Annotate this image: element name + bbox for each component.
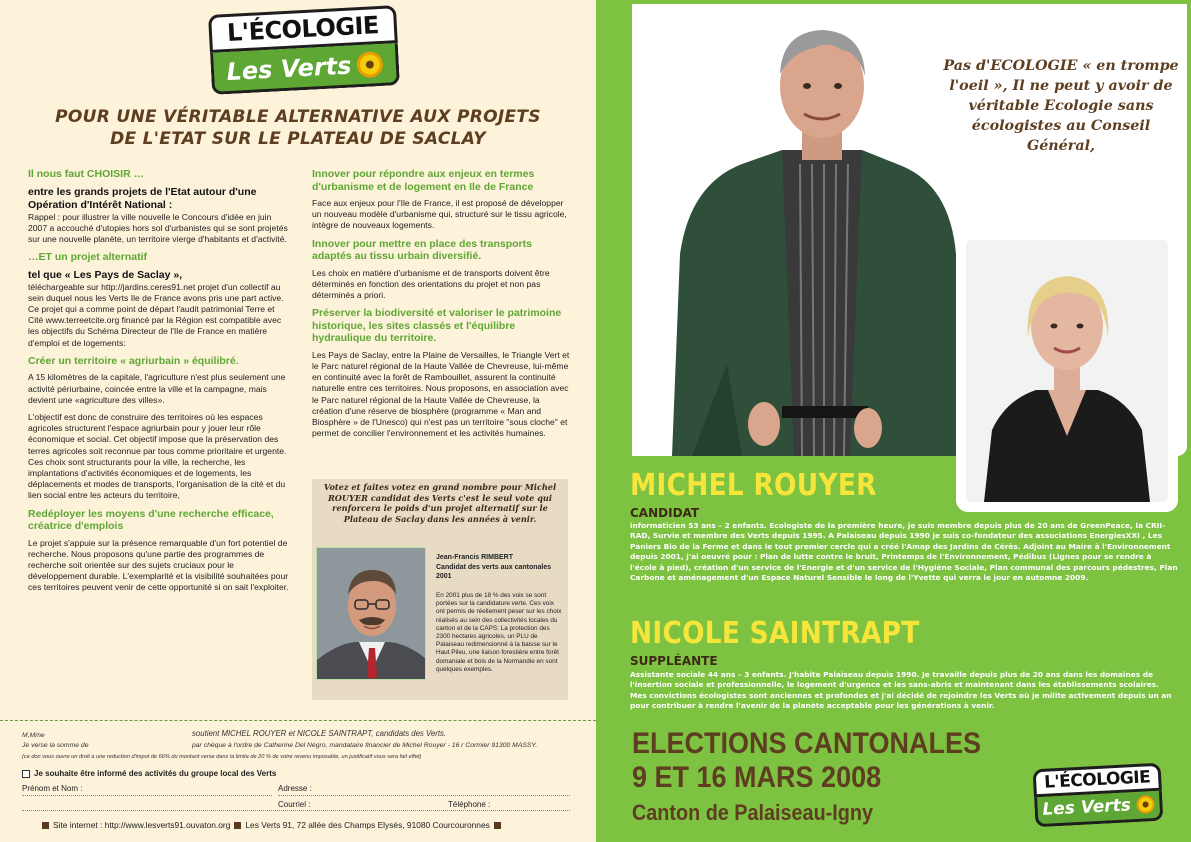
paragraph-transports: Les choix en matière d'urbanisme et de transports doivent être déterminés en fonction des orientations du projet et non pas déterminés a priori. [312, 267, 550, 301]
address-text: Les Verts 91, 72 allée des Champs Elysés, 91080 Courcouronnes [245, 820, 490, 830]
form-courriel-label: Courriel : [278, 800, 311, 809]
rimbert-text: En 2001 plus de 18 % des voix se sont portées sur la candidature verte. Ces voix ont permis de réellement peser sur les choix réalisés au sein des collectivités locales du canton et de la CAPS: La protection des 2300 hectares agricoles, un PLU de Palaiseau redimensionné à la baisse sur le Haut Pileu, une liaison forestière entre forêt domaniale et bois de la Normandie en sont quelques exemples. [436, 592, 562, 673]
nicole-bio: Assistante sociale 44 ans – 3 enfants. J'habite Palaiseau depuis 1990. Je travaille depuis plus de 20 ans dans les domaines de l'insertion sociale et professionnelle, le logement d'urgence et les sans-abris et maintenant dans les établissements scolaires. Mes convictions écologistes sont anciennes et profondes et j'ai décidé de rejoindre les Verts où je milite activement depuis un an pour contribuer à rendre l'avenir de la planète acceptable pour les générations à venir. [630, 670, 1172, 711]
prenom-input[interactable] [22, 795, 272, 796]
paragraph-telechargeable: téléchargeable sur http://jardins.ceres91.net projet d'un collectif au sein duquel nous les Verts Ile de France avons pris une part active. Ce projet qui a comme point de départ l'audit patrimonial Terre et Cité www.terreetcite.org financé par la Région est compatible avec les objectifs du Schéma Directeur de l'Ile de France en matière d'emploi et de logements: [28, 281, 284, 348]
vote-callout-box [312, 479, 568, 700]
form-prenom-label: Prénom et Nom : [22, 784, 83, 793]
heading-projet-alternatif: …ET un projet alternatif [28, 251, 148, 264]
form-cheque-text: par chèque à l'ordre de Catherine Del Négro, mandataire financier de Michel Rouyer - 16 r Cormier 91300 MASSY. [192, 742, 538, 749]
column-right [312, 168, 570, 445]
nicole-saintrapt-photo [966, 240, 1168, 502]
elections-canton: Canton de Palaiseau-Igny [632, 800, 873, 825]
page-title [20, 106, 576, 150]
heading-biodiversite: Préserver la biodiversité et valoriser le patrimoine historique, les sites classés et l'équilibre hydraulique du territoire. [312, 307, 562, 345]
nicole-name: NICOLE SAINTRAPT [630, 616, 920, 651]
logo-top-text: L'ÉCOLOGIE [1033, 763, 1162, 797]
logo-bottom-text: Les Verts [225, 51, 353, 86]
heading-agriurbain: Créer un territoire « agriurbain » équilibré. [28, 354, 239, 367]
form-mjmme-label: M,Mme [22, 732, 45, 739]
quote-text: Pas d'ECOLOGIE « en trompe l'oeil », Il ne peut y avoir de véritable Ecologie sans écologistes au Conseil Général, [943, 58, 1179, 154]
rimbert-name: Jean-Francis RIMBERT [436, 554, 514, 561]
subheading-pays-de-saclay: tel que « Les Pays de Saclay », [28, 268, 183, 281]
heading-choisir: Il nous faut CHOISIR … [28, 168, 145, 180]
vote-callout-text: Votez et faites votez en grand nombre pour Michel ROUYER candidat des Verts c'est le seul vote qui renforcera le poids d'un projet alternatif sur le Plateau de Saclay dans les années à venir. [323, 482, 557, 524]
paragraph-objectif: L'objectif est donc de construire des territoires où les espaces agricoles structurent l'espace agriurbain pour y jouer leur rôle économique et social. Cet objectif impose que la préservation des terres agricoles soit reconnue par tous comme prioritaire et urgente. Ces choix sont structurants pour la ville, la recherche, les implantations d'activités économiques et de logements, les déplacements et modes de transports, l'organisation de la cité et du lien social entre les acteurs du territoire, [28, 411, 287, 501]
form-verse-label: Je verse la somme de [22, 742, 89, 749]
square-bullet-icon [494, 822, 501, 829]
nicole-photo-frame [958, 232, 1176, 510]
ecologie-les-verts-logo-bottom [1033, 763, 1164, 828]
form-soutient-text: soutient MICHEL ROUYER et NICOLE SAINTRAPT, candidats des Verts. [192, 729, 447, 738]
logo-bottom-text: Les Verts [1041, 795, 1132, 821]
michel-bio: informaticien 53 ans – 2 enfants. Ecologiste de la première heure, je suis membre depuis plus de 20 ans de GreenPeace, la CRII-RAD, Survie et membre des Verts depuis 1995. A Palaiseau depuis 1990 je suis co-fondateur des associations EnergiesXXI , Les Paniers Bio de la Ferme et dans le tout premier cercle qui a créé l'Amap des Jardins de Cérès. Adjoint au Maire à l'Environnement depuis 2001, j'ai oeuvré pour : Plan de lutte contre le bruit, Printemps de l'Environnement, Pédibus (Lignes pour se rendre à l'école à pied), création d'un service de l'Energie et d'un service de l'Hygiène Sociale, Plan communal des parcours pédestres, Plan Carbone et aménagement d'un Espace Naturel Sensible le long de l'Yvette qui verra le jour en automne 2009. [630, 521, 1178, 583]
right-panel [596, 0, 1191, 842]
adresse-input[interactable] [278, 795, 570, 796]
michel-name: MICHEL ROUYER [630, 468, 877, 503]
paragraph-urbanisme: Face aux enjeux pour l'Ile de France, il est proposé de développer un nouveau modèle d'urbanisme qui, structuré sur le tissu agricole, intègre de nouveaux logements. [312, 198, 567, 231]
rimbert-photo [316, 547, 426, 680]
paragraph-rappel: Rappel : pour illustrer la ville nouvelle le Concours d'idée en juin 2007 a accouché d'utopies hors sol d'urbanistes qui se sont projetés sur une nouvelle planète, un territoire vierge d'habitants et d'activité. [28, 211, 288, 244]
paragraph-agriculture: A 15 kilomètres de la capitale, l'agriculture n'est plus seulement une activité périurbaine, coincée entre la ville et la campagne, mais devient une «agriculture des villes». [28, 372, 286, 405]
adresse-line-2[interactable] [22, 810, 570, 811]
logo-bottom-band [1034, 790, 1163, 827]
donation-form [0, 720, 596, 842]
form-footer [38, 820, 505, 830]
rimbert-title: Candidat des verts aux cantonales 2001 [436, 563, 552, 580]
ecologie-les-verts-logo [208, 5, 400, 95]
paragraph-biodiversite: Les Pays de Saclay, entre la Plaine de Versailles, le Triangle Vert et le Parc naturel régional de la Haute Vallée de Chevreuse, lui-même en continuité avec la forêt de Rambouillet, assurent la continuité naturelle entre ces territoires. Nous proposons, en association avec le Parc naturel régional de la Haute Vallée de Chevreuse, la création d'une réserve de biosphère (programme « Man and Biosphère » de l'Unesco) qui n'est pas un territoire "sous cloche" et permet de concilier l'environnement et les activités humaines. [312, 349, 570, 439]
michel-rouyer-photo [632, 4, 967, 456]
paragraph-recherche: Le projet s'appuie sur la présence remarquable d'un fort potentiel de recherche. Nous proposons qu'une partie des programmes de recherche soit orientée sur des sujets cruciaux pour le développement durable. L'exemplarité et la visibilité souhaitées pour ces territoires peuvent venir de cette opportunité si on sait l'exploiter. [28, 537, 289, 593]
heading-urbanisme: Innover pour répondre aux enjeux en termes d'urbanisme et de logement en Ile de France [312, 168, 535, 193]
heading-transports: Innover pour mettre en place des transports adaptés au tissu urbain diversifié. [312, 237, 532, 263]
site-link[interactable]: Site internet : http://www.lesverts91.ouvaton.org [53, 820, 231, 830]
form-informe-label: Je souhaite être informé des activités du groupe local des Verts [34, 769, 277, 778]
elections-title: ELECTIONS CANTONALES [632, 727, 982, 760]
michel-role: CANDIDAT [630, 506, 700, 520]
form-adresse-label: Adresse : [278, 784, 312, 793]
title-line-2: DE L'ETAT SUR LE PLATEAU DE SACLAY [110, 129, 486, 149]
heading-recherche: Redéployer les moyens d'une recherche efficace, créatrice d'emplois [28, 507, 274, 533]
form-informe-row[interactable] [22, 769, 276, 778]
form-don-note: (ce don vous ouvre un droit a une reduction d'impot de 66% du montant verse dans la limite de 20 % de votre revenu imposable, un justificatif vous sera fait effet) [22, 754, 422, 760]
logo-bottom-band [210, 43, 400, 94]
square-bullet-icon [42, 822, 49, 829]
square-bullet-icon [234, 822, 241, 829]
column-left [28, 168, 290, 600]
elections-dates: 9 ET 16 MARS 2008 [632, 761, 882, 794]
title-line-1: POUR UNE VÉRITABLE ALTERNATIVE AUX PROJETS [55, 107, 541, 127]
rimbert-caption [436, 553, 562, 582]
form-top-border [0, 720, 596, 721]
form-telephone-label: Téléphone : [448, 800, 491, 809]
sunflower-icon [1136, 795, 1155, 814]
subheading-grands-projets: entre les grands projets de l'Etat autour d'une Opération d'Intérêt National : [28, 185, 257, 211]
informe-checkbox[interactable] [22, 770, 30, 778]
logo-top-text: L'ÉCOLOGIE [208, 5, 398, 53]
nicole-role: SUPPLÉANTE [630, 654, 718, 668]
sunflower-icon [357, 51, 384, 78]
